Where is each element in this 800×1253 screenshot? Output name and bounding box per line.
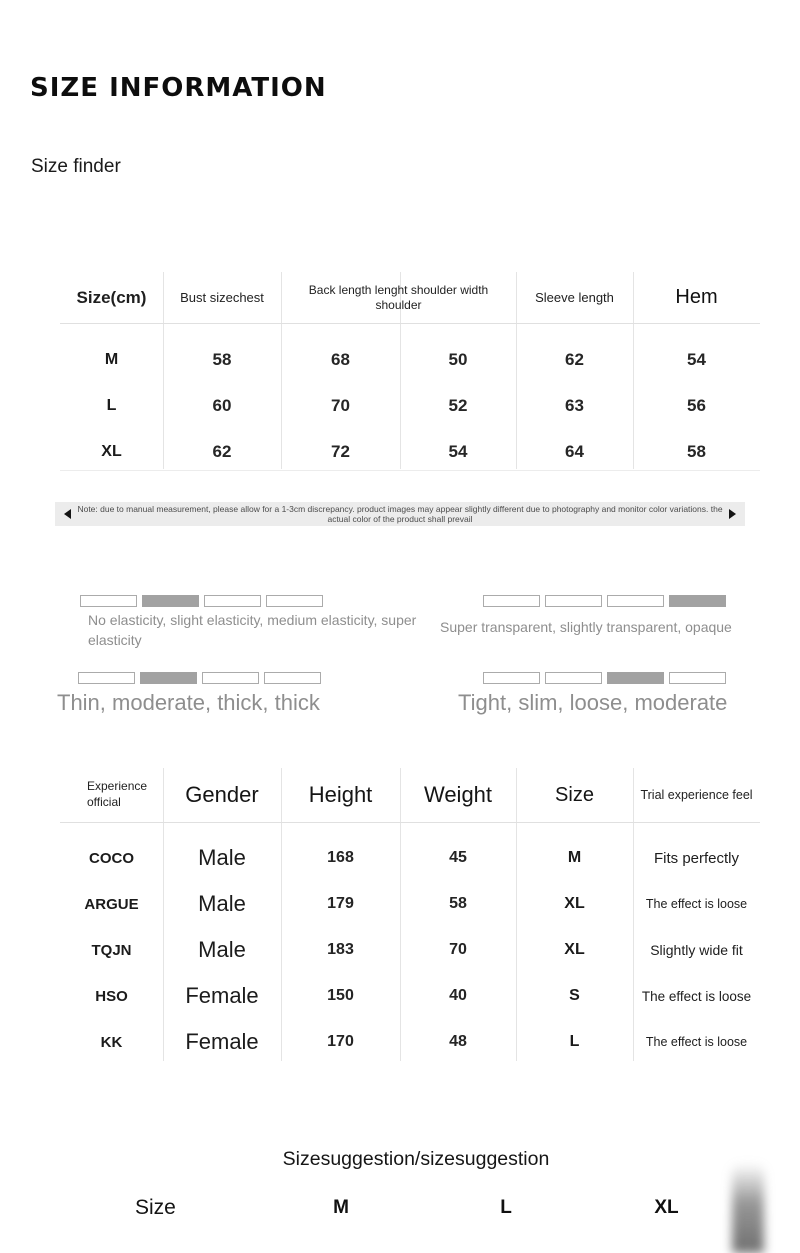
reviewer-name: ARGUE: [84, 895, 139, 913]
table-rule: [60, 822, 760, 823]
reviewer-feel: The effect is loose: [645, 897, 748, 911]
transparency-level-bars: [483, 595, 726, 607]
size-value: XL: [101, 443, 122, 460]
reviewer-name: COCO: [89, 849, 134, 867]
reviewer-weight: 70: [449, 941, 467, 958]
level-bar: [669, 672, 726, 684]
reviewer-height: 170: [327, 1033, 354, 1050]
size-value: L: [106, 397, 117, 414]
fit-label: Tight, slim, loose, moderate: [458, 690, 728, 715]
reviewer-name: HSO: [95, 987, 128, 1005]
level-bar: [483, 672, 540, 684]
page-title: SIZE INFORMATION: [30, 73, 327, 104]
column-header-size: Size: [555, 783, 594, 806]
reviewer-name: KK: [100, 1033, 123, 1051]
level-bar-active: [142, 595, 199, 607]
level-bar: [607, 595, 664, 607]
level-bar: [202, 672, 259, 684]
size-suggestion-title: Sizesuggestion/sizesuggestion: [282, 1148, 550, 1170]
back-length-value: 70: [331, 396, 350, 415]
bust-value: 60: [212, 396, 232, 415]
fit-level-bars: [483, 672, 726, 684]
reviewer-feel: The effect is loose: [641, 988, 752, 1004]
reviewer-weight: 40: [449, 987, 467, 1004]
thickness-label: Thin, moderate, thick, thick: [57, 690, 320, 715]
shoulder-value: 54: [448, 442, 468, 461]
experience-header-row: [60, 768, 760, 822]
next-arrow-icon[interactable]: [729, 509, 736, 519]
bust-value: 62: [212, 442, 232, 461]
size-suggestion-label: Size: [135, 1196, 176, 1219]
size-row-xl: [60, 429, 760, 475]
size-chart-header-row: [60, 272, 760, 323]
reviewer-size: M: [567, 849, 582, 866]
reviewer-height: 150: [327, 987, 354, 1004]
reviewer-feel: The effect is loose: [645, 1035, 748, 1049]
transparency-label: Super transparent, slightly transparent, opaque: [440, 619, 732, 635]
column-header-back-shoulder: Back length lenght shoulder width shoulder: [308, 282, 489, 312]
reviewer-name: TQJN: [91, 941, 132, 959]
note-bar: [55, 502, 745, 526]
scrollbar-thumb[interactable]: [732, 1163, 764, 1253]
column-header-weight: Weight: [423, 782, 493, 807]
size-suggestion-m: M: [333, 1197, 349, 1218]
level-bar-active: [607, 672, 664, 684]
reviewer-size: L: [569, 1033, 580, 1050]
experience-row: [60, 835, 760, 881]
prev-arrow-icon[interactable]: [64, 509, 71, 519]
reviewer-height: 183: [327, 941, 354, 958]
level-bar: [80, 595, 137, 607]
column-header-sleeve: Sleeve length: [535, 290, 614, 305]
level-bar-active: [140, 672, 197, 684]
reviewer-size: XL: [564, 895, 585, 912]
hem-value: 54: [687, 350, 706, 369]
level-bar: [266, 595, 323, 607]
column-header-experience-official: Experience official: [87, 779, 148, 809]
sleeve-value: 62: [565, 350, 584, 369]
column-header-trial-feel: Trial experience feel: [640, 788, 753, 802]
hem-value: 56: [687, 396, 706, 415]
reviewer-gender: Female: [185, 983, 259, 1008]
level-bar: [545, 672, 602, 684]
size-chart-table: [60, 272, 760, 476]
size-suggestion-xl: XL: [654, 1197, 679, 1218]
level-bar: [78, 672, 135, 684]
reviewer-gender: Male: [198, 845, 246, 870]
reviewer-size: XL: [564, 941, 585, 958]
reviewer-gender: Female: [185, 1029, 259, 1054]
reviewer-height: 179: [327, 895, 354, 912]
bust-value: 58: [212, 350, 232, 369]
hem-value: 58: [687, 442, 706, 461]
elasticity-label: No elasticity, slight elasticity, medium elasticity, super elasticity: [88, 612, 417, 648]
level-bar-active: [669, 595, 726, 607]
experience-row: [60, 881, 760, 927]
column-header-gender: Gender: [185, 782, 259, 807]
back-length-value: 68: [331, 350, 350, 369]
note-text: Note: due to manual measurement, please allow for a 1-3cm discrepancy. product images may appear slightly different due to photography and monitor color variations. the actual color of the product shall prevail: [77, 504, 723, 524]
size-row-l: [60, 383, 760, 429]
level-bar: [483, 595, 540, 607]
reviewer-gender: Male: [198, 937, 246, 962]
size-row-m: [60, 337, 760, 383]
sleeve-value: 63: [565, 396, 584, 415]
size-finder-heading: Size finder: [31, 156, 121, 177]
experience-table: [60, 768, 760, 1066]
table-rule: [60, 323, 760, 324]
back-length-value: 72: [331, 442, 350, 461]
experience-row: [60, 973, 760, 1019]
reviewer-weight: 48: [449, 1033, 467, 1050]
reviewer-feel: Fits perfectly: [653, 849, 740, 867]
size-suggestion-l: L: [500, 1197, 512, 1218]
sleeve-value: 64: [565, 442, 584, 461]
reviewer-gender: Male: [198, 891, 246, 916]
thickness-level-bars: [78, 672, 321, 684]
reviewer-weight: 58: [449, 895, 467, 912]
column-header-size: Size(cm): [76, 287, 147, 307]
experience-row: [60, 1019, 760, 1065]
size-value: M: [104, 351, 119, 368]
column-header-bust: Bust sizechest: [180, 290, 264, 305]
experience-row: [60, 927, 760, 973]
level-bar: [264, 672, 321, 684]
shoulder-value: 50: [448, 350, 468, 369]
reviewer-size: S: [569, 987, 580, 1004]
elasticity-level-bars: [80, 595, 323, 607]
level-bar: [204, 595, 261, 607]
reviewer-feel: Slightly wide fit: [650, 942, 743, 958]
reviewer-weight: 45: [449, 849, 467, 866]
column-header-height: Height: [308, 782, 373, 807]
reviewer-height: 168: [327, 849, 354, 866]
level-bar: [545, 595, 602, 607]
shoulder-value: 52: [448, 396, 468, 415]
column-header-hem: Hem: [675, 286, 718, 308]
